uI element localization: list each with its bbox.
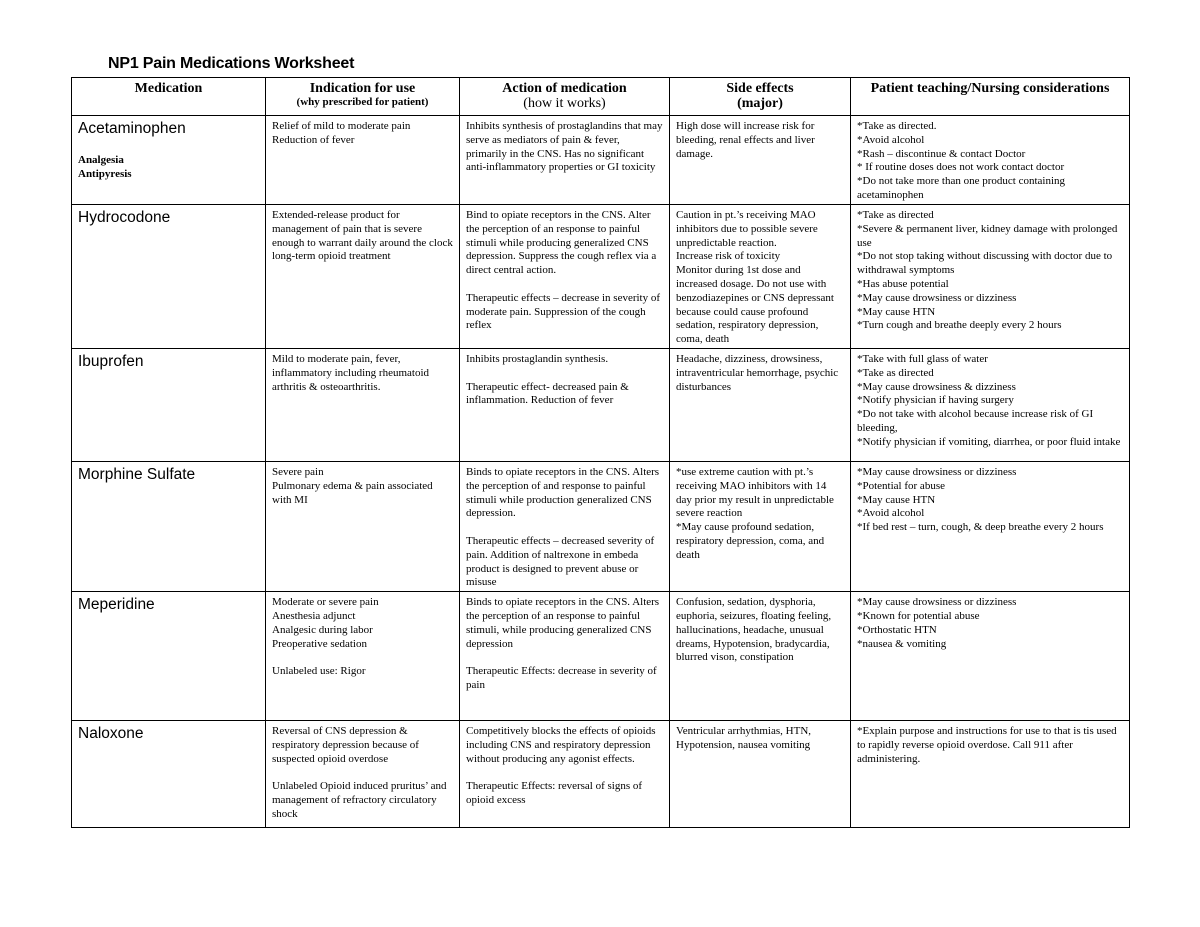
- medication-cell: [72, 348, 266, 461]
- teaching-cell: *Take as directed *Severe & permanent liver, kidney damage with prolonged use *Do not stop taking without discussing with doctor due to withdrawal symptoms *Has abuse potential *May cause drowsiness or dizziness *May cause HTN *Turn cough and breathe deeply every 2 hours: [851, 205, 1130, 349]
- header-indication: Indication for use (why prescribed for patient): [266, 78, 460, 116]
- teaching-cell: *Take as directed. *Avoid alcohol *Rash – discontinue & contact Doctor * If routine doses does not work contact doctor *Do not take more than one product containing acetaminophen: [851, 116, 1130, 205]
- header-action: Action of medication (how it works): [460, 78, 670, 116]
- medication-name: Morphine Sulfate: [78, 465, 196, 483]
- indication-cell: Relief of mild to moderate pain Reduction of fever: [266, 116, 460, 205]
- indication-cell: Severe pain Pulmonary edema & pain associated with MI: [266, 461, 460, 591]
- side-effects-cell: Ventricular arrhythmias, HTN, Hypotension, nausea vomiting: [670, 721, 851, 828]
- side-effects-cell: High dose will increase risk for bleeding, renal effects and liver damage.: [670, 116, 851, 205]
- header-side-effects: Side effects (major): [670, 78, 851, 116]
- table-row: [72, 205, 1130, 349]
- teaching-cell: *May cause drowsiness or dizziness *Known for potential abuse *Orthostatic HTN *nausea & vomiting: [851, 592, 1130, 721]
- medication-name: Ibuprofen: [78, 352, 144, 370]
- indication-cell: Moderate or severe pain Anesthesia adjunct Analgesic during labor Preoperative sedation Unlabeled use: Rigor: [266, 592, 460, 721]
- side-effects-cell: *use extreme caution with pt.’s receiving MAO inhibitors with 14 day prior my result in unpredictable severe reaction *May cause profound sedation, respiratory depression, coma, and death: [670, 461, 851, 591]
- indication-cell: Mild to moderate pain, fever, inflammatory including rheumatoid arthritis & osteoarthritis.: [266, 348, 460, 461]
- table-row: [72, 721, 1130, 828]
- medication-cell: [72, 592, 266, 721]
- header-medication: Medication: [72, 78, 266, 116]
- side-effects-cell: Caution in pt.’s receiving MAO inhibitors due to possible severe unpredictable reaction. Increase risk of toxicity Monitor during 1st dose and increased dosage. Do not use with benzodiazepines or CNS depressant because could cause profound sedation, respiratory depression, coma, death: [670, 205, 851, 349]
- medication-subtitle: Analgesia Antipyresis: [78, 154, 132, 180]
- action-cell: Binds to opiate receptors in the CNS. Alters the perception of and response to painful stimuli while production generalized CNS depression. Therapeutic effects – decreased severity of pain. Addition of naltrexone in embeda product is designed to prevent abuse or misuse: [460, 461, 670, 591]
- medication-cell: [72, 721, 266, 828]
- medication-cell: [72, 205, 266, 349]
- medications-table: [71, 77, 1130, 828]
- header-indication-sub: (why prescribed for patient): [296, 96, 429, 108]
- action-cell: Competitively blocks the effects of opioids including CNS and respiratory depression without producing any agonist effects. Therapeutic Effects: reversal of signs of opioid excess: [460, 721, 670, 828]
- page-title: NP1 Pain Medications Worksheet: [108, 55, 355, 72]
- table-header-row: [72, 78, 1130, 116]
- table-row: [72, 348, 1130, 461]
- medication-name: Meperidine: [78, 596, 155, 614]
- teaching-cell: *Take with full glass of water *Take as directed *May cause drowsiness & dizziness *Notify physician if having surgery *Do not take with alcohol because increase risk of GI bleeding, *Notify physician if vomiting, diarrhea, or poor fluid intake: [851, 348, 1130, 461]
- header-teaching: Patient teaching/Nursing considerations: [851, 78, 1130, 116]
- header-action-sub: (how it works): [523, 96, 606, 111]
- table-row: [72, 461, 1130, 591]
- header-side-effects-sub: (major): [737, 96, 783, 111]
- medication-name: Naloxone: [78, 725, 144, 743]
- medication-name: Acetaminophen: [78, 120, 186, 137]
- teaching-cell: *May cause drowsiness or dizziness *Potential for abuse *May cause HTN *Avoid alcohol *If bed rest – turn, cough, & deep breathe every 2 hours: [851, 461, 1130, 591]
- table-row: [72, 592, 1130, 721]
- action-cell: Inhibits synthesis of prostaglandins that may serve as mediators of pain & fever, primarily in the CNS. Has no significant anti-inflammatory properties or GI toxicity: [460, 116, 670, 205]
- side-effects-cell: Confusion, sedation, dysphoria, euphoria, seizures, floating feeling, hallucinations, headache, unusual dreams, Hypotension, bradycardia, blurred vison, constipation: [670, 592, 851, 721]
- medication-cell: [72, 461, 266, 591]
- indication-cell: Reversal of CNS depression & respiratory depression because of suspected opioid overdose Unlabeled Opioid induced pruritus’ and management of refractory circulatory shock: [266, 721, 460, 828]
- medication-cell: [72, 116, 266, 205]
- action-cell: Inhibits prostaglandin synthesis. Therapeutic effect- decreased pain & inflammation. Reduction of fever: [460, 348, 670, 461]
- medication-name: Hydrocodone: [78, 209, 171, 226]
- table-row: [72, 116, 1130, 205]
- action-cell: Bind to opiate receptors in the CNS. Alter the perception of an response to painful stimuli while producing generalized CNS depression. Suppress the cough reflex via a direct central action. Therapeutic effects – decrease in severity of moderate pain. Suppression of the cough reflex: [460, 205, 670, 349]
- side-effects-cell: Headache, dizziness, drowsiness, intraventricular hemorrhage, psychic disturbances: [670, 348, 851, 461]
- teaching-cell: *Explain purpose and instructions for use to that is tis used to rapidly reverse opioid overdose. Call 911 after administering.: [851, 721, 1130, 828]
- action-cell: Binds to opiate receptors in the CNS. Alters the perception of an response to painful stimuli, while producing generalized CNS depression Therapeutic Effects: decrease in severity of pain: [460, 592, 670, 721]
- indication-cell: Extended-release product for management of pain that is severe enough to warrant daily around the clock long-term opioid treatment: [266, 205, 460, 349]
